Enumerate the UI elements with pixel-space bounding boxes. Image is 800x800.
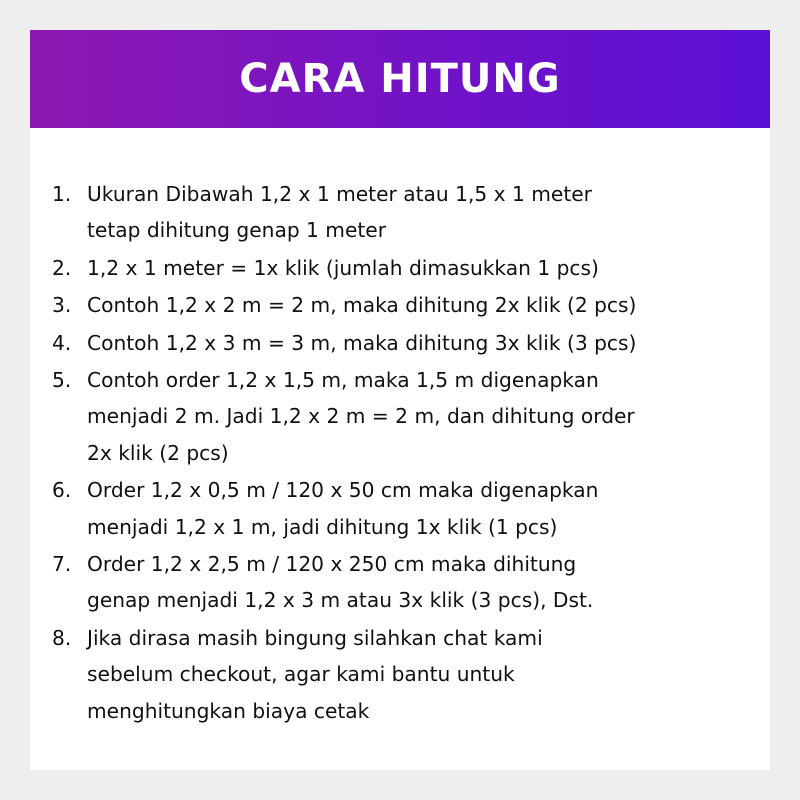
list-item-line: Ukuran Dibawah 1,2 x 1 meter atau 1,5 x 1 meter [87, 182, 592, 206]
list-item-text [87, 176, 764, 249]
list-item-line: Contoh 1,2 x 2 m = 2 m, maka dihitung 2x klik (2 pcs) [87, 293, 637, 318]
list-item [52, 287, 764, 323]
list-item-line: menjadi 2 m. Jadi 1,2 x 2 m = 2 m, dan dihitung order [87, 404, 635, 429]
list-item [52, 620, 764, 729]
header-banner [30, 30, 770, 128]
list-item [52, 546, 764, 619]
list-item-text [87, 250, 764, 286]
page-title: CARA HITUNG [239, 56, 561, 102]
list-item-line: genap menjadi 1,2 x 3 m atau 3x klik (3 pcs), Dst. [87, 588, 594, 613]
list-item [52, 362, 764, 471]
list-item-number: 4. [52, 330, 72, 355]
list-item-line: Contoh order 1,2 x 1,5 m, maka 1,5 m digenapkan [87, 368, 599, 393]
list-item-line: 2x klik (2 pcs) [87, 440, 229, 465]
list-item-text [87, 287, 764, 323]
list-item-line: Contoh 1,2 x 3 m = 3 m, maka dihitung 3x klik (3 pcs) [87, 330, 637, 355]
list-item-line: menghitungkan biaya cetak [87, 698, 370, 723]
list-item-text [87, 546, 764, 619]
list-item-number: 8. [52, 625, 72, 650]
info-card [30, 30, 770, 770]
list-item-text [87, 472, 764, 545]
list-item-line: menjadi 1,2 x 1 m, jadi dihitung 1x klik (1 pcs) [87, 514, 558, 539]
list-item [52, 472, 764, 545]
list-item-text [87, 325, 764, 361]
list-item-number: 3. [52, 293, 72, 318]
list-item-number: 2. [52, 255, 72, 280]
list-item-line: sebelum checkout, agar kami bantu untuk [87, 662, 515, 687]
instruction-list [52, 176, 764, 730]
list-item-text [87, 620, 764, 729]
list-item-number: 5. [52, 368, 72, 393]
list-item [52, 176, 764, 249]
list-item-number: 7. [52, 552, 72, 577]
list-item [52, 250, 764, 286]
list-item [52, 325, 764, 361]
list-item-number: 6. [52, 478, 72, 503]
list-item-line: tetap dihitung genap 1 meter [87, 218, 387, 243]
list-item-number: 1. [52, 182, 72, 206]
list-item-line: 1,2 x 1 meter = 1x klik (jumlah dimasukkan 1 pcs) [87, 255, 599, 280]
list-item-line: Order 1,2 x 0,5 m / 120 x 50 cm maka digenapkan [87, 478, 599, 503]
list-item-text [87, 362, 764, 471]
list-item-line: Jika dirasa masih bingung silahkan chat kami [87, 625, 543, 650]
list-item-line: Order 1,2 x 2,5 m / 120 x 250 cm maka dihitung [87, 552, 577, 577]
